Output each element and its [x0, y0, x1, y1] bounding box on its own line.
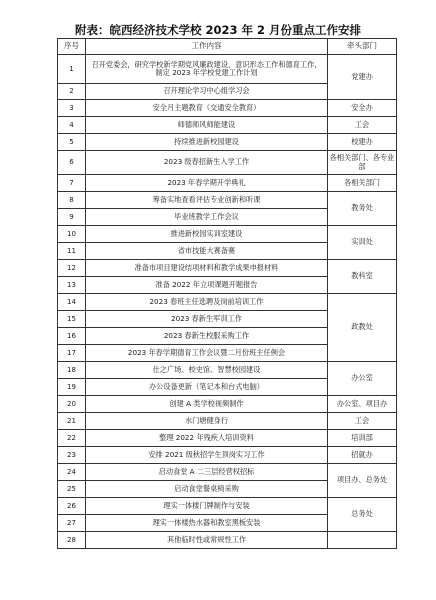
work-content-cell: 理实一体楼门牌制作与安装: [86, 498, 328, 515]
row-number: 27: [58, 515, 86, 532]
row-number: 3: [58, 100, 86, 117]
work-content-cell: 师德师风师能建设: [86, 117, 328, 134]
row-number: 9: [58, 209, 86, 226]
work-content-cell: 召开党委会，研究学校新学期党风廉政建设、意识形态工作和德育工作，制定 2023 年学校党建工作计划: [86, 55, 328, 84]
work-content-cell: 2023 春新生校服采购工作: [86, 328, 328, 345]
lead-department-cell: 招就办: [328, 447, 397, 464]
work-content-cell: 毕业班教学工作会议: [86, 209, 328, 226]
row-number: 17: [58, 345, 86, 362]
row-number: 20: [58, 396, 86, 413]
work-content-cell: 启动食堂 A 二三层经营权招标: [86, 464, 328, 481]
work-content-cell: 整理 2022 年残疾人培训资料: [86, 430, 328, 447]
header-lead-department: 牵头部门: [328, 39, 397, 55]
row-number: 18: [58, 362, 86, 379]
row-number: 2: [58, 84, 86, 100]
lead-department-cell: 项目办、总务处: [328, 464, 397, 498]
row-number: 26: [58, 498, 86, 515]
lead-department-cell: 党建办: [328, 55, 397, 100]
row-number: 10: [58, 226, 86, 243]
table-row: [58, 532, 397, 549]
work-content-cell: 安全月主题教育（交通安全教育）: [86, 100, 328, 117]
table-row: [58, 362, 397, 379]
row-number: 22: [58, 430, 86, 447]
row-number: 16: [58, 328, 86, 345]
lead-department-cell: 总务处: [328, 498, 397, 532]
work-schedule-table: [57, 38, 397, 549]
work-content-cell: 办公设备更新（笔记本和台式电脑）: [86, 379, 328, 396]
table-row: [58, 430, 397, 447]
work-content-cell: 准备市项目建设结项材料和教学成果申报材料: [86, 260, 328, 277]
work-content-cell: 创建 A 类学校视频制作: [86, 396, 328, 413]
work-content-cell: 筹备实地查看评估专业创新和听课: [86, 192, 328, 209]
row-number: 24: [58, 464, 86, 481]
row-number: 12: [58, 260, 86, 277]
work-content-cell: 2023 春新生军训工作: [86, 311, 328, 328]
work-content-cell: 推进新校园实训室建设: [86, 226, 328, 243]
work-content-cell: 水门塘健身行: [86, 413, 328, 430]
table-row: [58, 175, 397, 192]
row-number: 4: [58, 117, 86, 134]
row-number: 7: [58, 175, 86, 192]
table-row: [58, 151, 397, 175]
table-row: [58, 396, 397, 413]
lead-department-cell: 实训处: [328, 226, 397, 260]
table-row: [58, 134, 397, 151]
work-content-cell: 理实一体楼热水器和教室黑板安装: [86, 515, 328, 532]
table-row: [58, 117, 397, 134]
row-number: 5: [58, 134, 86, 151]
table-row: [58, 100, 397, 117]
table-row: [58, 413, 397, 430]
lead-department-cell: 政教处: [328, 294, 397, 362]
row-number: 25: [58, 481, 86, 498]
table-row: [58, 55, 397, 84]
lead-department-cell: 安全办: [328, 100, 397, 117]
row-number: 15: [58, 311, 86, 328]
work-content-cell: 其他临时性或常规性工作: [86, 532, 328, 549]
table-row: [58, 260, 397, 277]
row-number: 28: [58, 532, 86, 549]
table-row: [58, 464, 397, 481]
work-content-cell: 2023 级春招新生入学工作: [86, 151, 328, 175]
lead-department-cell: 各相关部门: [328, 175, 397, 192]
lead-department-cell: [328, 532, 397, 549]
table-body: [58, 55, 397, 549]
work-content-cell: 2023 年春学期德育工作会议暨二月份班主任例会: [86, 345, 328, 362]
row-number: 6: [58, 151, 86, 175]
work-content-cell: 启动食堂餐桌椅采购: [86, 481, 328, 498]
work-content-cell: 安排 2021 级秋招学生顶岗实习工作: [86, 447, 328, 464]
row-number: 8: [58, 192, 86, 209]
work-content-cell: 准备 2022 年立项课题开题报告: [86, 277, 328, 294]
work-content-cell: 仕之广场、校史馆、智慧校园建设: [86, 362, 328, 379]
work-content-cell: 省市技能大赛备赛: [86, 243, 328, 260]
row-number: 14: [58, 294, 86, 311]
row-number: 21: [58, 413, 86, 430]
lead-department-cell: 各相关部门、各专业部: [328, 151, 397, 175]
table-row: [58, 294, 397, 311]
table-row: [58, 447, 397, 464]
table-header-row: [58, 39, 397, 55]
lead-department-cell: 教务处: [328, 192, 397, 226]
lead-department-cell: 工会: [328, 413, 397, 430]
header-number: 序号: [58, 39, 86, 55]
lead-department-cell: 教科室: [328, 260, 397, 294]
row-number: 23: [58, 447, 86, 464]
header-work-content: 工作内容: [86, 39, 328, 55]
document-title: 附表：皖西经济技术学校 2023 年 2 月份重点工作安排: [74, 23, 362, 37]
work-content-cell: 召开理论学习中心组学习会: [86, 84, 328, 100]
row-number: 11: [58, 243, 86, 260]
lead-department-cell: 工会: [328, 117, 397, 134]
table-row: [58, 498, 397, 515]
table-row: [58, 192, 397, 209]
work-content-cell: 2023 年春学期开学典礼: [86, 175, 328, 192]
lead-department-cell: 校建办: [328, 134, 397, 151]
lead-department-cell: 办公室、项目办: [328, 396, 397, 413]
row-number: 13: [58, 277, 86, 294]
work-content-cell: 2023 春班主任选聘及岗前培训工作: [86, 294, 328, 311]
table-row: [58, 226, 397, 243]
work-content-cell: 持续推进新校园建设: [86, 134, 328, 151]
row-number: 1: [58, 55, 86, 84]
lead-department-cell: 培训部: [328, 430, 397, 447]
lead-department-cell: 办公室: [328, 362, 397, 396]
row-number: 19: [58, 379, 86, 396]
